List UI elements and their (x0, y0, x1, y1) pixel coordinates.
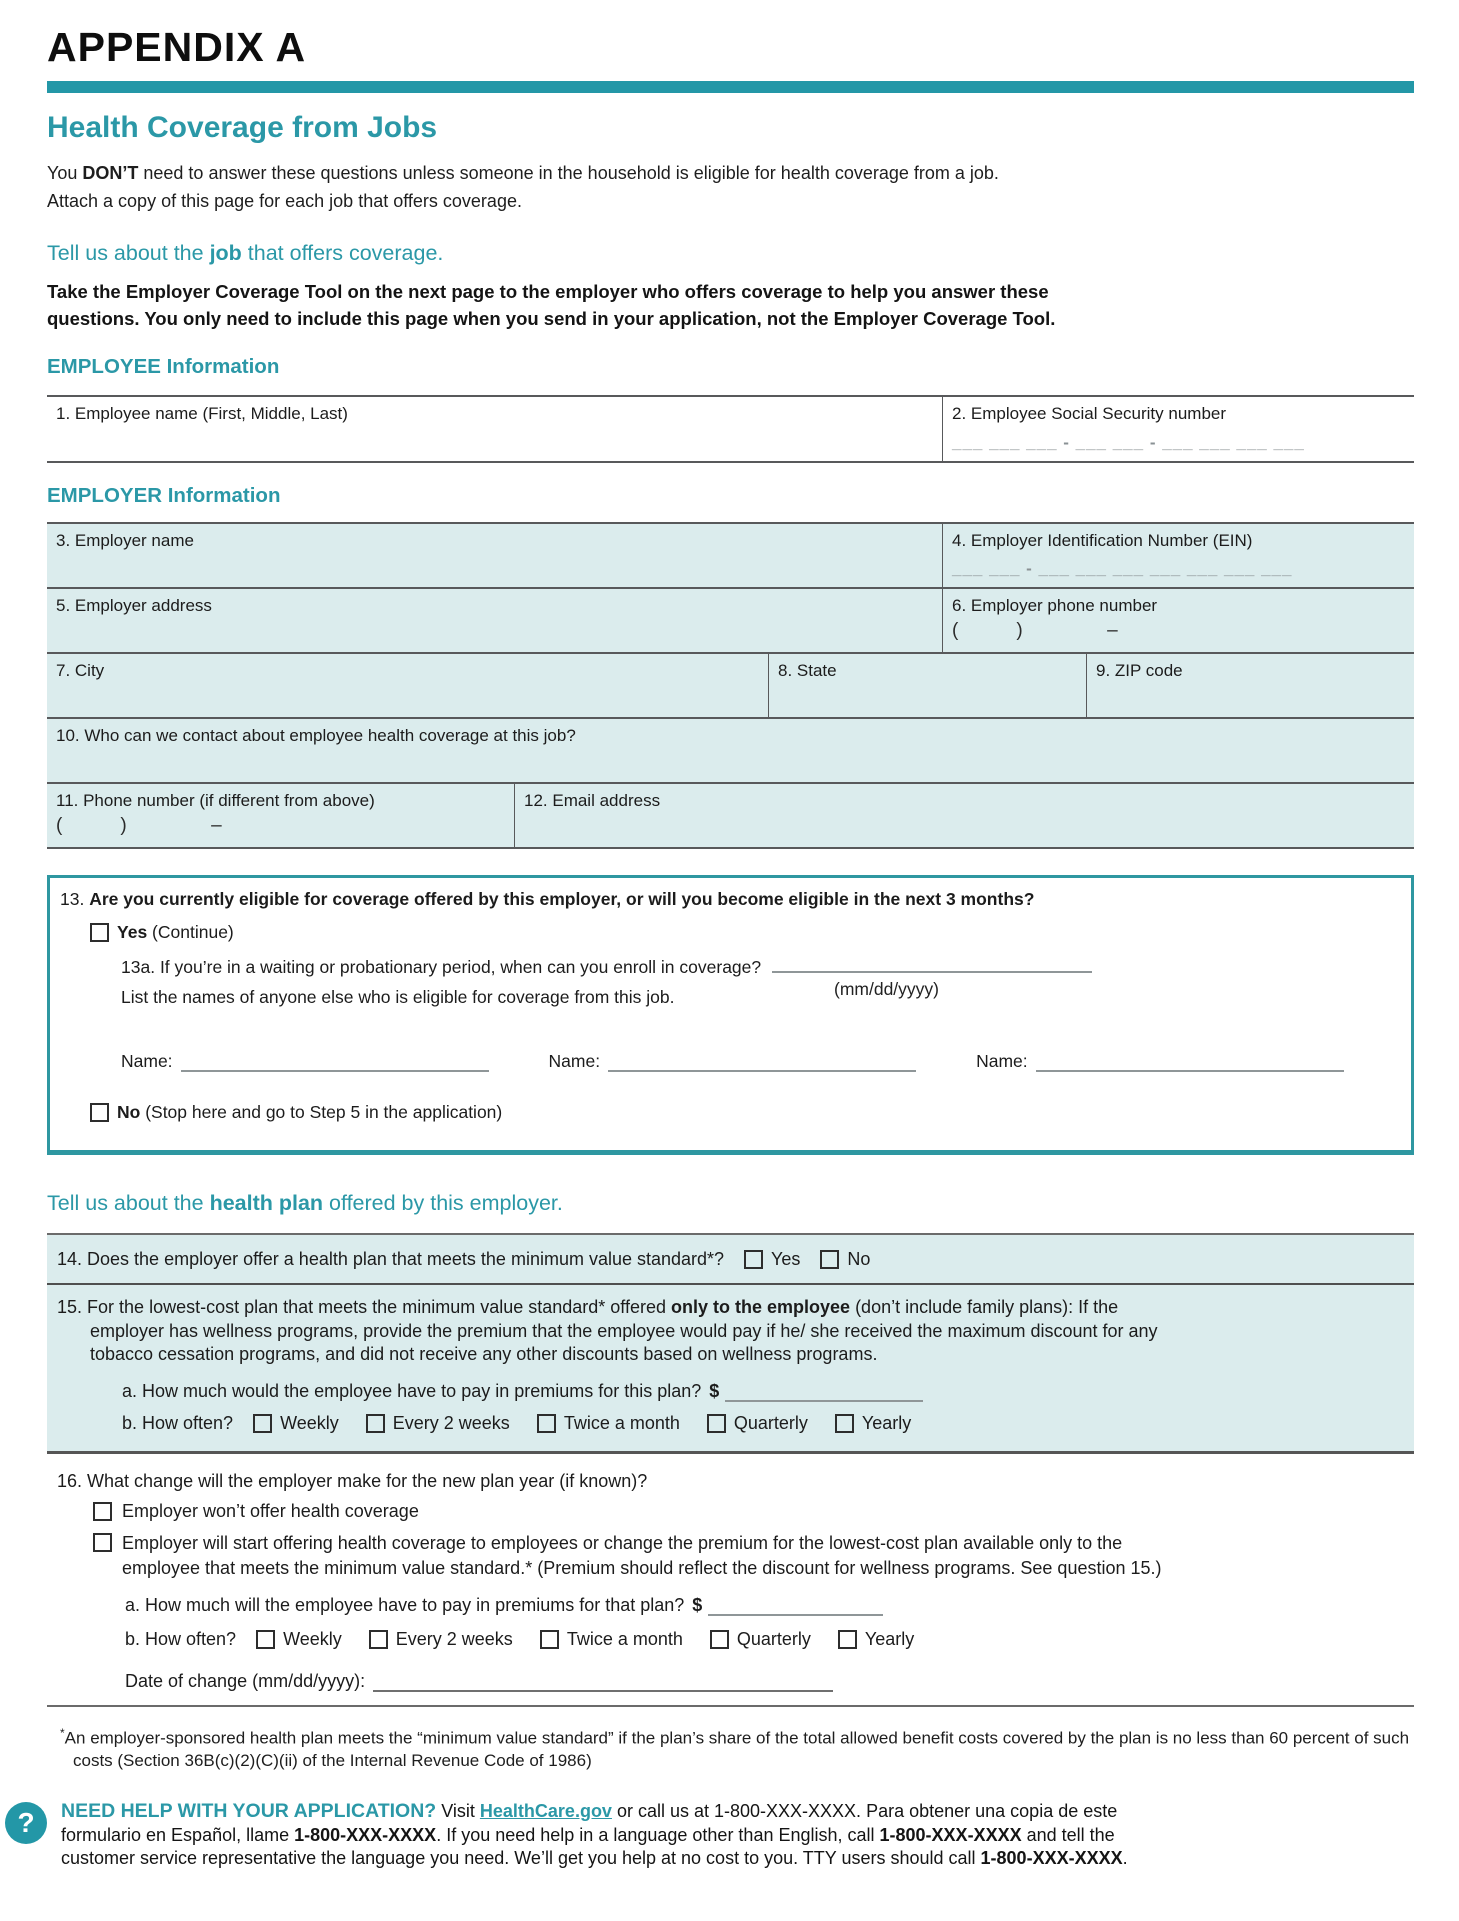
field-label: 7. City (56, 661, 105, 681)
minimum-value-footnote: *An employer-sponsored health plan meets the “minimum value standard” if the plan’s share of the total allowed benefit costs covered by the plan is no less than 60 percent of such costs (Section 36B(c)(2)(C)(ii) of the Internal Revenue Code of 1986) (60, 1725, 1410, 1771)
field-label: 10. Who can we contact about employee health coverage at this job? (56, 726, 576, 746)
question-15-row (47, 1283, 1414, 1451)
question-16-section (47, 1454, 1414, 1707)
field-contact-person[interactable] (47, 719, 1414, 782)
name-line-2[interactable] (608, 1058, 916, 1072)
employee-info-heading: EMPLOYEE Information (47, 355, 280, 379)
weekly-checkbox[interactable] (256, 1630, 275, 1649)
q16-option2-label: Employer will start offering health coverage to employees or change the premium for the lowest-cost plan available only to the employee that meets the minimum value standard.* (Premium should reflect the discount for wellness programs. See question 15.) (122, 1532, 1162, 1578)
q14-yes-option[interactable] (744, 1249, 800, 1270)
field-employee-name[interactable] (47, 397, 942, 461)
q14-no-option[interactable] (820, 1249, 870, 1270)
name-field-3[interactable] (976, 1051, 1344, 1072)
help-heading: NEED HELP WITH YOUR APPLICATION? (61, 1800, 437, 1823)
field-label: 12. Email address (524, 791, 661, 811)
q16b-option-every-2-weeks[interactable]: Every 2 weeks (369, 1629, 513, 1650)
table-row (47, 395, 1414, 461)
title-divider-bar (47, 81, 1414, 93)
field-employee-ssn[interactable] (942, 397, 1414, 461)
field-label: 6. Employer phone number (952, 596, 1158, 616)
page-title: Health Coverage from Jobs (47, 111, 438, 144)
q16b-option-twice-a-month[interactable]: Twice a month (540, 1629, 683, 1650)
q15a-premium-line[interactable] (725, 1388, 923, 1402)
q15b-option-yearly[interactable]: Yearly (835, 1413, 911, 1434)
employer-info-table (47, 522, 1414, 849)
field-city[interactable] (47, 654, 768, 717)
q14-no-label: No (847, 1249, 871, 1270)
quarterly-checkbox[interactable] (710, 1630, 729, 1649)
intro-paragraph: You DON’T need to answer these questions unless someone in the household is eligible for health coverage from a job. Attach a copy of this page for each job that offers coverage. (47, 162, 999, 211)
q15b-option-every-2-weeks[interactable]: Every 2 weeks (366, 1413, 510, 1434)
q13-name-lines (121, 1051, 1397, 1072)
field-state[interactable] (768, 654, 1086, 717)
table-row (47, 522, 1414, 587)
q16-no-coverage-option[interactable] (93, 1501, 1414, 1522)
name-label: Name: (976, 1051, 1028, 1072)
q16-option1-label: Employer won’t offer health coverage (122, 1500, 419, 1521)
table-row (47, 717, 1414, 782)
table-row (47, 782, 1414, 847)
q15b-option-quarterly[interactable]: Quarterly (707, 1413, 808, 1434)
q13-yes-option[interactable] (90, 922, 1397, 943)
health-plan-panel (47, 1233, 1414, 1454)
question-mark-icon: ? (5, 1802, 47, 1844)
help-footer (5, 1800, 1414, 1871)
date-format-hint: (mm/dd/yyyy) (834, 979, 939, 1000)
q16-no-coverage-checkbox[interactable] (93, 1502, 112, 1521)
name-field-2[interactable] (549, 1051, 917, 1072)
q15b-frequency-options (122, 1413, 1404, 1434)
field-employer-phone[interactable] (942, 589, 1414, 652)
field-label: 5. Employer address (56, 596, 212, 616)
q13a-date-line[interactable] (772, 959, 1092, 973)
name-field-1[interactable] (121, 1051, 489, 1072)
q14-yes-label: Yes (771, 1249, 801, 1270)
q13-yes-label: Yes (Continue) (117, 922, 234, 943)
q13a-enroll-date-field[interactable] (772, 957, 1092, 1000)
dollar-sign: $ (709, 1380, 720, 1401)
every-2-weeks-checkbox[interactable] (369, 1630, 388, 1649)
employer-tool-instruction: Take the Employer Coverage Tool on the next page to the employer who offers coverage to help you answer these questions. You only need to include this page when you send in your application, not the Employer Coverage Tool. (47, 281, 1056, 330)
twice-a-month-checkbox[interactable] (537, 1414, 556, 1433)
ssn-blanks[interactable]: ___ ___ ___ - ___ ___ - ___ ___ ___ ___ (952, 432, 1305, 452)
q16-date-of-change: Date of change (mm/dd/yyyy): (125, 1671, 1414, 1692)
yearly-checkbox[interactable] (835, 1414, 854, 1433)
q14-no-checkbox[interactable] (820, 1250, 839, 1269)
q13-question: 13. Are you currently eligible for coverage offered by this employer, or will you become eligible in the next 3 months? (60, 889, 1035, 910)
help-text: NEED HELP WITH YOUR APPLICATION? Visit HealthCare.gov or call us at 1-800-XXX-XXXX. Para obtener una copia de este formulario en Español, llame 1-800-XXX-XXXX. If you need help in a language other than English, call 1-800-XXX-XXXX and tell the customer service representative the language you need. We’ll get you help at no cost to you. TTY users should call 1-800-XXX-XXXX. (61, 1800, 1128, 1869)
q16b-label: b. How often? (125, 1628, 237, 1649)
table-row (47, 652, 1414, 717)
q15b-option-weekly[interactable]: Weekly (253, 1413, 339, 1434)
q16b-option-quarterly[interactable]: Quarterly (710, 1629, 811, 1650)
weekly-checkbox[interactable] (253, 1414, 272, 1433)
q13-no-label: No (Stop here and go to Step 5 in the application) (117, 1102, 503, 1123)
phone-blanks[interactable]: ( ) – (952, 620, 1118, 642)
phone-blanks[interactable]: ( ) – (56, 815, 222, 837)
question-14-row (47, 1235, 1414, 1283)
field-label: 2. Employee Social Security number (952, 403, 1227, 423)
field-label: 1. Employee name (First, Middle, Last) (56, 403, 348, 423)
q13-list-names-instruction: List the names of anyone else who is eligible for coverage from this job. (121, 987, 675, 1008)
q14-label: 14. Does the employer offer a health plan that meets the minimum value standard*? (57, 1249, 725, 1270)
q15b-option-twice-a-month[interactable]: Twice a month (537, 1413, 680, 1434)
ein-blanks[interactable]: ___ ___ - ___ ___ ___ ___ ___ ___ ___ (952, 559, 1293, 579)
twice-a-month-checkbox[interactable] (540, 1630, 559, 1649)
q14-yes-checkbox[interactable] (744, 1250, 763, 1269)
name-line-1[interactable] (181, 1058, 489, 1072)
field-label: 8. State (778, 661, 837, 681)
every-2-weeks-checkbox[interactable] (366, 1414, 385, 1433)
q13-no-checkbox[interactable] (90, 1103, 109, 1122)
field-label: 11. Phone number (if different from above) (56, 791, 375, 811)
employer-info-heading: EMPLOYER Information (47, 483, 281, 507)
q13-no-option[interactable] (90, 1102, 1397, 1123)
appendix-title: APPENDIX A (47, 24, 307, 70)
q16b-option-weekly[interactable]: Weekly (256, 1629, 342, 1650)
field-employer-ein[interactable] (942, 524, 1414, 587)
q16-start-or-change-checkbox[interactable] (93, 1533, 112, 1552)
q15-text: 15. For the lowest-cost plan that meets the minimum value standard* offered only to the employee (don’t include family plans): If the employer has wellness programs, provide the premium that the employee would pay if he/ she received the maximum discount for any tobacco cessation programs, and did not receive any other discounts based on wellness programs. (57, 1297, 1158, 1365)
q16-start-or-change-option[interactable] (93, 1531, 1414, 1581)
q16b-frequency-options (125, 1629, 1414, 1650)
quarterly-checkbox[interactable] (707, 1414, 726, 1433)
q16a-premium-question: a. How much will the employee have to pay in premiums for that plan? $ (125, 1595, 1414, 1616)
field-employer-name[interactable] (47, 524, 942, 587)
yearly-checkbox[interactable] (838, 1630, 857, 1649)
job-section-heading: Tell us about the job that offers coverage. (47, 240, 444, 265)
q15b-label: b. How often? (122, 1412, 234, 1433)
healthcare-gov-link[interactable]: HealthCare.gov (479, 1801, 612, 1822)
field-employer-address[interactable] (47, 589, 942, 652)
health-plan-section-heading: Tell us about the health plan offered by this employer. (47, 1191, 563, 1216)
field-email[interactable] (514, 784, 1414, 847)
q16-label: 16. What change will the employer make for the new plan year (if known)? (57, 1470, 648, 1491)
footnote-asterisk: * (60, 1725, 65, 1740)
q16b-option-yearly[interactable]: Yearly (838, 1629, 914, 1650)
q16-date-line[interactable] (373, 1678, 833, 1692)
field-label: 4. Employer Identification Number (EIN) (952, 531, 1253, 551)
q13a-question: 13a. If you’re in a waiting or probationary period, when can you enroll in coverage? (mm/dd/yyyy) (121, 957, 1397, 978)
field-contact-phone[interactable] (47, 784, 514, 847)
q16a-premium-line[interactable] (708, 1602, 883, 1616)
q15a-premium-question: a. How much would the employee have to pay in premiums for this plan? $ (122, 1381, 1404, 1402)
employee-info-table (47, 395, 1414, 463)
question-13-box (47, 875, 1414, 1155)
field-label: 3. Employer name (56, 531, 194, 551)
name-line-3[interactable] (1036, 1058, 1344, 1072)
dollar-sign: $ (692, 1594, 703, 1615)
field-label: 9. ZIP code (1096, 661, 1183, 681)
name-label: Name: (121, 1051, 173, 1072)
q13-yes-checkbox[interactable] (90, 923, 109, 942)
name-label: Name: (548, 1051, 601, 1072)
field-zip[interactable] (1086, 654, 1414, 717)
table-row (47, 587, 1414, 652)
